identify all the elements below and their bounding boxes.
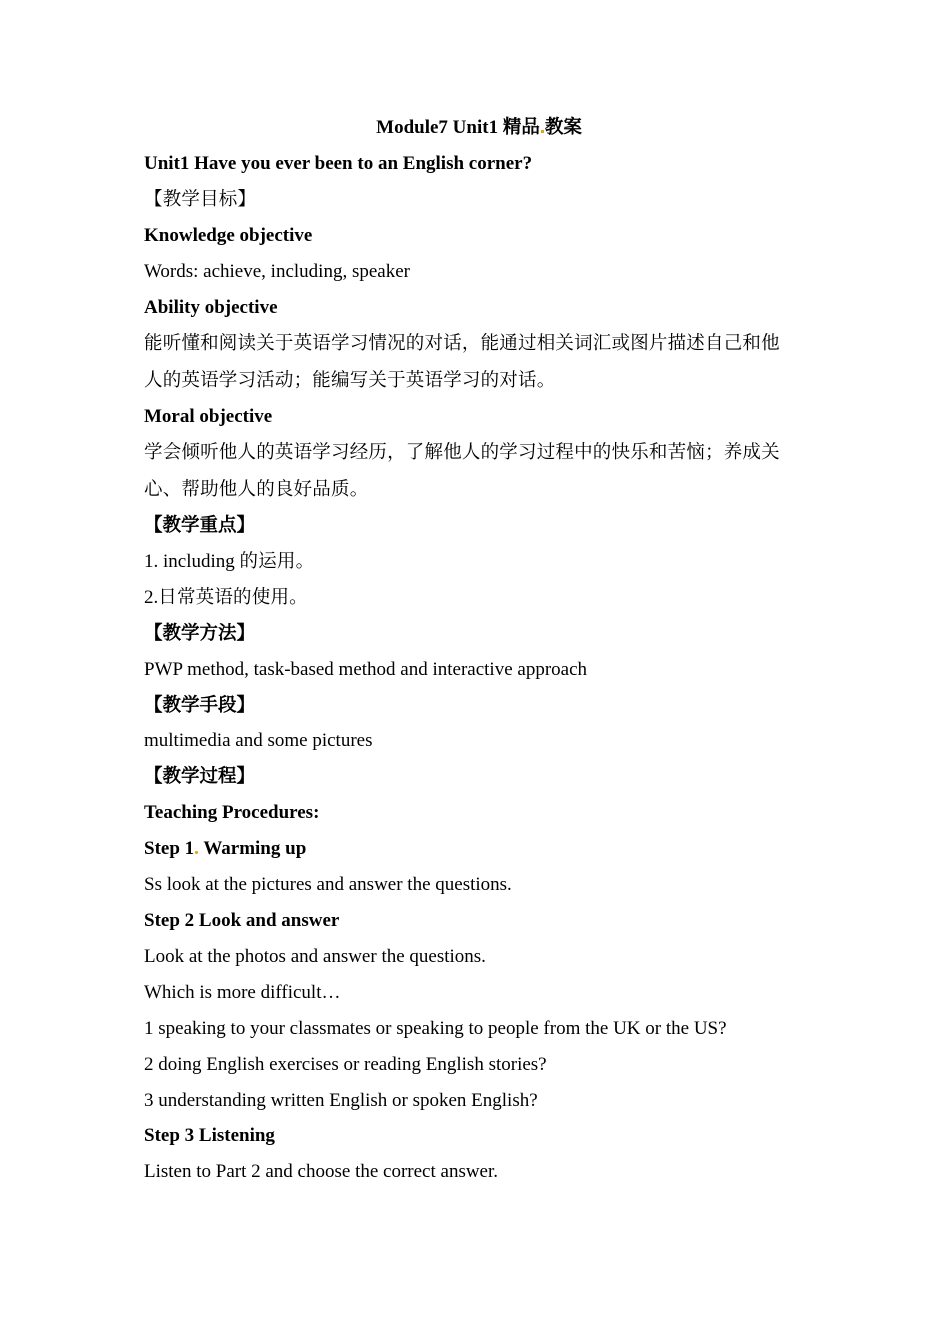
means-text: multimedia and some pictures — [144, 730, 373, 751]
step3-text: Listen to Part 2 and choose the correct answer. — [144, 1161, 499, 1182]
section-key-points-heading: 【教学重点】 — [144, 515, 256, 536]
section-methods-heading: 【教学方法】 — [144, 623, 256, 644]
ability-objective-text-line1: 能听懂和阅读关于英语学习情况的对话，能通过相关词汇或图片描述自己和他 — [144, 333, 780, 354]
key-point-2-chinese: 日常英语的使用。 — [158, 587, 308, 608]
key-point-1-english: 1. including — [144, 551, 240, 572]
key-point-2-number: 2. — [144, 587, 159, 608]
key-point-1-chinese: 的运用。 — [239, 551, 315, 572]
knowledge-objective-heading: Knowledge objective — [144, 225, 313, 246]
section-process-heading: 【教学过程】 — [144, 766, 256, 787]
question-item: 1 speaking to your classmates or speaking to people from the UK or the US? — [144, 1018, 727, 1039]
key-point-2 — [144, 586, 308, 610]
step2-prompt: Which is more difficult… — [144, 982, 341, 1003]
section-means-heading: 【教学手段】 — [144, 695, 256, 716]
title-english: Module7 Unit1 — [376, 117, 503, 138]
step2-heading: Step 2 Look and answer — [144, 910, 340, 931]
step3-heading: Step 3 Listening — [144, 1125, 275, 1146]
key-point-1 — [144, 550, 314, 574]
knowledge-objective-text: Words: achieve, including, speaker — [144, 261, 410, 282]
title-cjk-1: 精品 — [502, 117, 540, 138]
question-item: 3 understanding written English or spoken English? — [144, 1090, 538, 1111]
title-cjk-2: 教案 — [544, 117, 582, 138]
methods-text: PWP method, task-based method and interactive approach — [144, 659, 588, 680]
step1-text: Ss look at the pictures and answer the questions. — [144, 874, 512, 895]
step1-label: Step 1 — [144, 838, 195, 859]
teaching-procedures-heading: Teaching Procedures: — [144, 802, 320, 823]
step2-text: Look at the photos and answer the questions. — [144, 946, 486, 967]
question-item: 2 doing English exercises or reading English stories? — [144, 1054, 547, 1075]
step1-title: Warming up — [198, 838, 307, 859]
moral-objective-text-line2: 心、帮助他人的良好品质。 — [144, 479, 369, 500]
section-objectives-heading: 【教学目标】 — [144, 189, 257, 210]
moral-objective-text-line1: 学会倾听他人的英语学习经历，了解他人的学习过程中的快乐和苦恼；养成关 — [144, 442, 780, 463]
unit-heading: Unit1 Have you ever been to an English corner? — [144, 153, 533, 174]
document-title — [144, 116, 814, 140]
moral-objective-heading: Moral objective — [144, 406, 273, 427]
step1-separator-marker: . — [194, 838, 199, 859]
ability-objective-text-line2: 人的英语学习活动；能编写关于英语学习的对话。 — [144, 370, 556, 391]
format-marker-icon — [541, 130, 544, 133]
step1-heading — [144, 837, 306, 861]
ability-objective-heading: Ability objective — [144, 297, 278, 318]
